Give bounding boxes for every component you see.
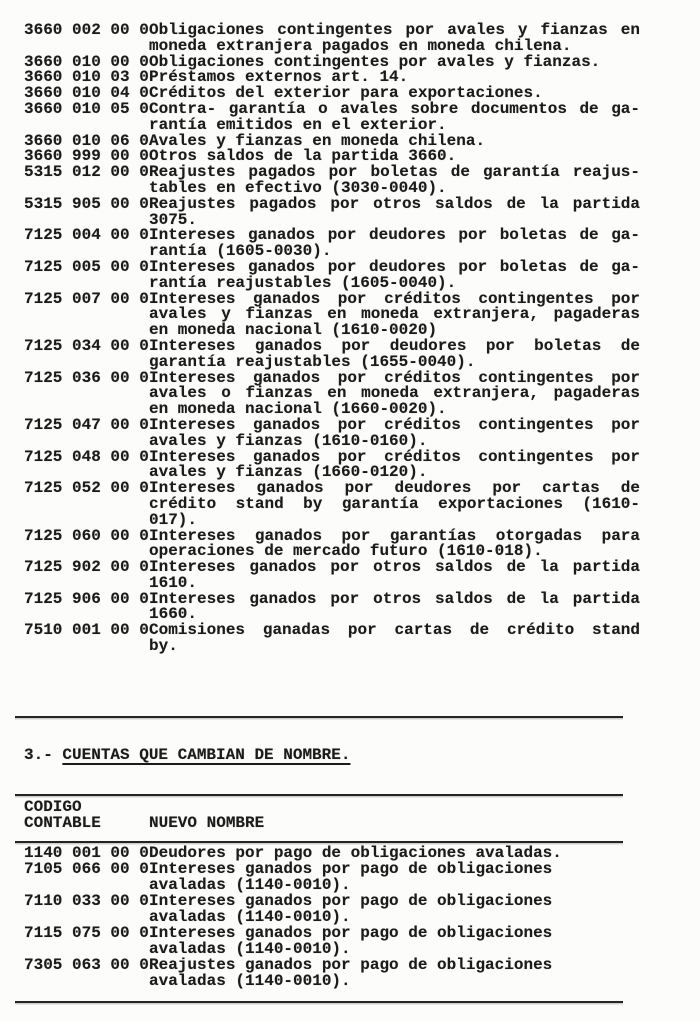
account-description-line: Intereses ganados por créditos contingentes por: [149, 289, 640, 308]
account-description: [149, 447, 640, 482]
account-code: 7125 047 00 0: [24, 415, 149, 434]
account-row: [24, 289, 640, 340]
account-code: 7125 036 00 0: [24, 368, 149, 387]
account-description: [149, 194, 640, 229]
account-code: 3660 010 03 0: [24, 68, 149, 87]
account-row: [24, 165, 640, 197]
account-row: [24, 336, 640, 371]
account-description-line: 3075.: [149, 210, 198, 229]
account-description-line: Otros saldos de la partida 3660.: [149, 147, 457, 166]
account-code: 3660 010 05 0: [24, 99, 149, 118]
account-code: 7125 005 00 0: [24, 257, 149, 276]
account-row: [24, 623, 640, 655]
account-code: 3660 002 00 0: [24, 21, 149, 39]
account-code: 3660 010 04 0: [24, 84, 149, 103]
account-description: [149, 257, 640, 292]
column-header-contable: CONTABLE: [24, 814, 101, 832]
account-code: 7510 001 00 0: [24, 621, 149, 640]
account-code: 7125 060 00 0: [24, 526, 149, 545]
section-title: CUENTAS QUE CAMBIAN DE NOMBRE.: [62, 746, 351, 764]
account-description-line: 017).: [149, 510, 198, 529]
account-list: [24, 23, 640, 655]
account-code: 7125 007 00 0: [24, 289, 149, 308]
column-header-codigo: CODIGO: [24, 798, 82, 816]
account-description: [149, 228, 640, 260]
account-description: [149, 845, 640, 861]
account-row: [24, 23, 640, 55]
account-code: 7125 902 00 0: [24, 558, 149, 577]
table-header-line1: [24, 799, 640, 815]
account-code: 7105 066 00 0: [24, 860, 149, 878]
account-description-line: rantía (1605-0030).: [149, 242, 332, 261]
account-code: 3660 999 00 0: [24, 147, 149, 166]
account-code: 7125 048 00 0: [24, 447, 149, 466]
account-description-line: avaladas (1140-0010).: [149, 908, 351, 926]
account-code: 7125 052 00 0: [24, 479, 149, 498]
account-description: [149, 289, 640, 340]
account-description-line: en moneda nacional (1610-0020): [149, 321, 438, 340]
account-row: [24, 589, 640, 624]
table-mid-rule: [15, 841, 623, 843]
account-description-line: avales y fianzas en moneda extranjera, pagaderas: [149, 305, 640, 324]
account-description-line: crédito stand by garantía exportaciones (1610-: [149, 494, 640, 513]
account-description-line: Avales y fianzas en moneda chilena.: [149, 131, 486, 150]
account-description: [149, 957, 640, 989]
account-description-line: operaciones de mercado futuro (1610-018).: [149, 542, 543, 561]
account-row: [24, 845, 640, 861]
account-code: 5315 905 00 0: [24, 194, 149, 213]
account-description-line: rantía emitidos en el exterior.: [149, 115, 447, 134]
account-row: [24, 99, 640, 134]
account-description: [149, 336, 640, 371]
account-description-line: Intereses ganados por créditos contingentes por: [149, 415, 640, 434]
account-description-line: 1660.: [149, 605, 198, 624]
account-description-line: avales y fianzas (1610-0160).: [149, 431, 428, 450]
account-description-line: avaladas (1140-0010).: [149, 972, 351, 990]
account-code: 7125 034 00 0: [24, 336, 149, 355]
account-description: [149, 165, 640, 197]
account-description-line: Intereses ganados por créditos contingentes por: [149, 368, 640, 387]
account-description-line: moneda extranjera pagados en moneda chilena.: [149, 36, 572, 55]
account-row: [24, 481, 640, 528]
account-row: [24, 257, 640, 292]
account-row: [24, 368, 640, 419]
account-description-line: Intereses ganados por deudores por boletas de ga-: [149, 257, 640, 276]
account-row: [24, 415, 640, 450]
account-description-line: rantía reajustables (1605-0040).: [149, 273, 457, 292]
account-description: [149, 560, 640, 592]
account-description: [149, 861, 640, 893]
account-row: [24, 893, 640, 925]
account-description-line: Obligaciones contingentes por avales y fianzas.: [149, 52, 601, 71]
account-description-line: Intereses ganados por pago de obligaciones: [149, 924, 553, 942]
account-description-line: tables en efectivo (3030-0040).: [149, 178, 447, 197]
account-description-line: Reajustes ganados por pago de obligaciones: [149, 956, 553, 974]
account-description: [149, 481, 640, 528]
account-description-line: Intereses ganados por pago de obligaciones: [149, 860, 553, 878]
table-header: [24, 799, 640, 831]
account-code: 7305 063 00 0: [24, 956, 149, 974]
account-description-line: Intereses ganados por deudores por boletas de: [149, 336, 640, 355]
account-row: [24, 925, 640, 957]
account-code: 3660 010 00 0: [24, 52, 149, 71]
section-heading: [24, 748, 350, 764]
account-row: [24, 861, 640, 893]
account-code: 7115 075 00 0: [24, 924, 149, 942]
column-header-nuevo-nombre: NUEVO NOMBRE: [149, 814, 265, 832]
account-description-line: Comisiones ganadas por cartas de crédito stand: [149, 621, 640, 640]
account-description: [149, 589, 640, 624]
table-header-line2: [24, 815, 640, 831]
account-description-line: Intereses ganados por créditos contingentes por: [149, 447, 640, 466]
account-description: [149, 368, 640, 419]
account-description-line: avaladas (1140-0010).: [149, 940, 351, 958]
account-description-line: Reajustes pagados por otros saldos de la partida: [149, 194, 640, 213]
account-row: [24, 228, 640, 260]
account-description-line: Intereses ganados por deudores por cartas de: [149, 479, 640, 498]
account-row: [24, 194, 640, 229]
account-description-line: Contra- garantía o avales sobre documentos de ga-: [149, 99, 640, 118]
account-description-line: Deudores por pago de obligaciones avaladas.: [149, 844, 562, 862]
account-code: 7110 033 00 0: [24, 892, 149, 910]
account-code: 7125 004 00 0: [24, 226, 149, 245]
account-description: [149, 23, 640, 55]
account-description: [149, 99, 640, 134]
account-description-line: 1610.: [149, 573, 198, 592]
account-description-line: avales y fianzas (1660-0120).: [149, 463, 428, 482]
account-description-line: Créditos del exterior para exportaciones.: [149, 84, 543, 103]
account-description-line: by.: [149, 637, 178, 656]
account-description-line: Intereses ganados por otros saldos de la partida: [149, 558, 640, 577]
account-description-line: Intereses ganados por otros saldos de la partida: [149, 589, 640, 608]
account-description-line: avales o fianzas en moneda extranjera, pagaderas: [149, 384, 640, 403]
account-row: [24, 447, 640, 482]
account-description-line: en moneda nacional (1660-0020).: [149, 400, 447, 419]
account-row: [24, 526, 640, 561]
account-code: 1140 001 00 0: [24, 844, 149, 862]
account-description-line: garantía reajustables (1655-0040).: [149, 352, 476, 371]
account-description-line: Intereses ganados por deudores por boletas de ga-: [149, 226, 640, 245]
account-description-line: Préstamos externos art. 14.: [149, 68, 409, 87]
section-separator-rule: [15, 716, 623, 718]
section-number: 3.-: [24, 746, 63, 764]
account-description-line: avaladas (1140-0010).: [149, 876, 351, 894]
account-row: [24, 957, 640, 989]
rename-table-body: [24, 845, 640, 989]
account-description: [149, 623, 640, 655]
account-code: 7125 906 00 0: [24, 589, 149, 608]
account-description: [149, 893, 640, 925]
account-description: [149, 415, 640, 450]
account-description: [149, 526, 640, 561]
account-code: 3660 010 06 0: [24, 131, 149, 150]
account-description-line: Intereses ganados por garantías otorgadas para: [149, 526, 640, 545]
table-top-rule: [15, 794, 623, 796]
account-description-line: Reajustes pagados por boletas de garantía reajus-: [149, 163, 640, 182]
account-description: [149, 925, 640, 957]
account-description-line: Intereses ganados por pago de obligaciones: [149, 892, 553, 910]
account-row: [24, 560, 640, 592]
table-bottom-rule: [15, 1001, 623, 1003]
account-code: 5315 012 00 0: [24, 163, 149, 182]
account-description-line: Obligaciones contingentes por avales y fianzas en: [149, 21, 640, 39]
